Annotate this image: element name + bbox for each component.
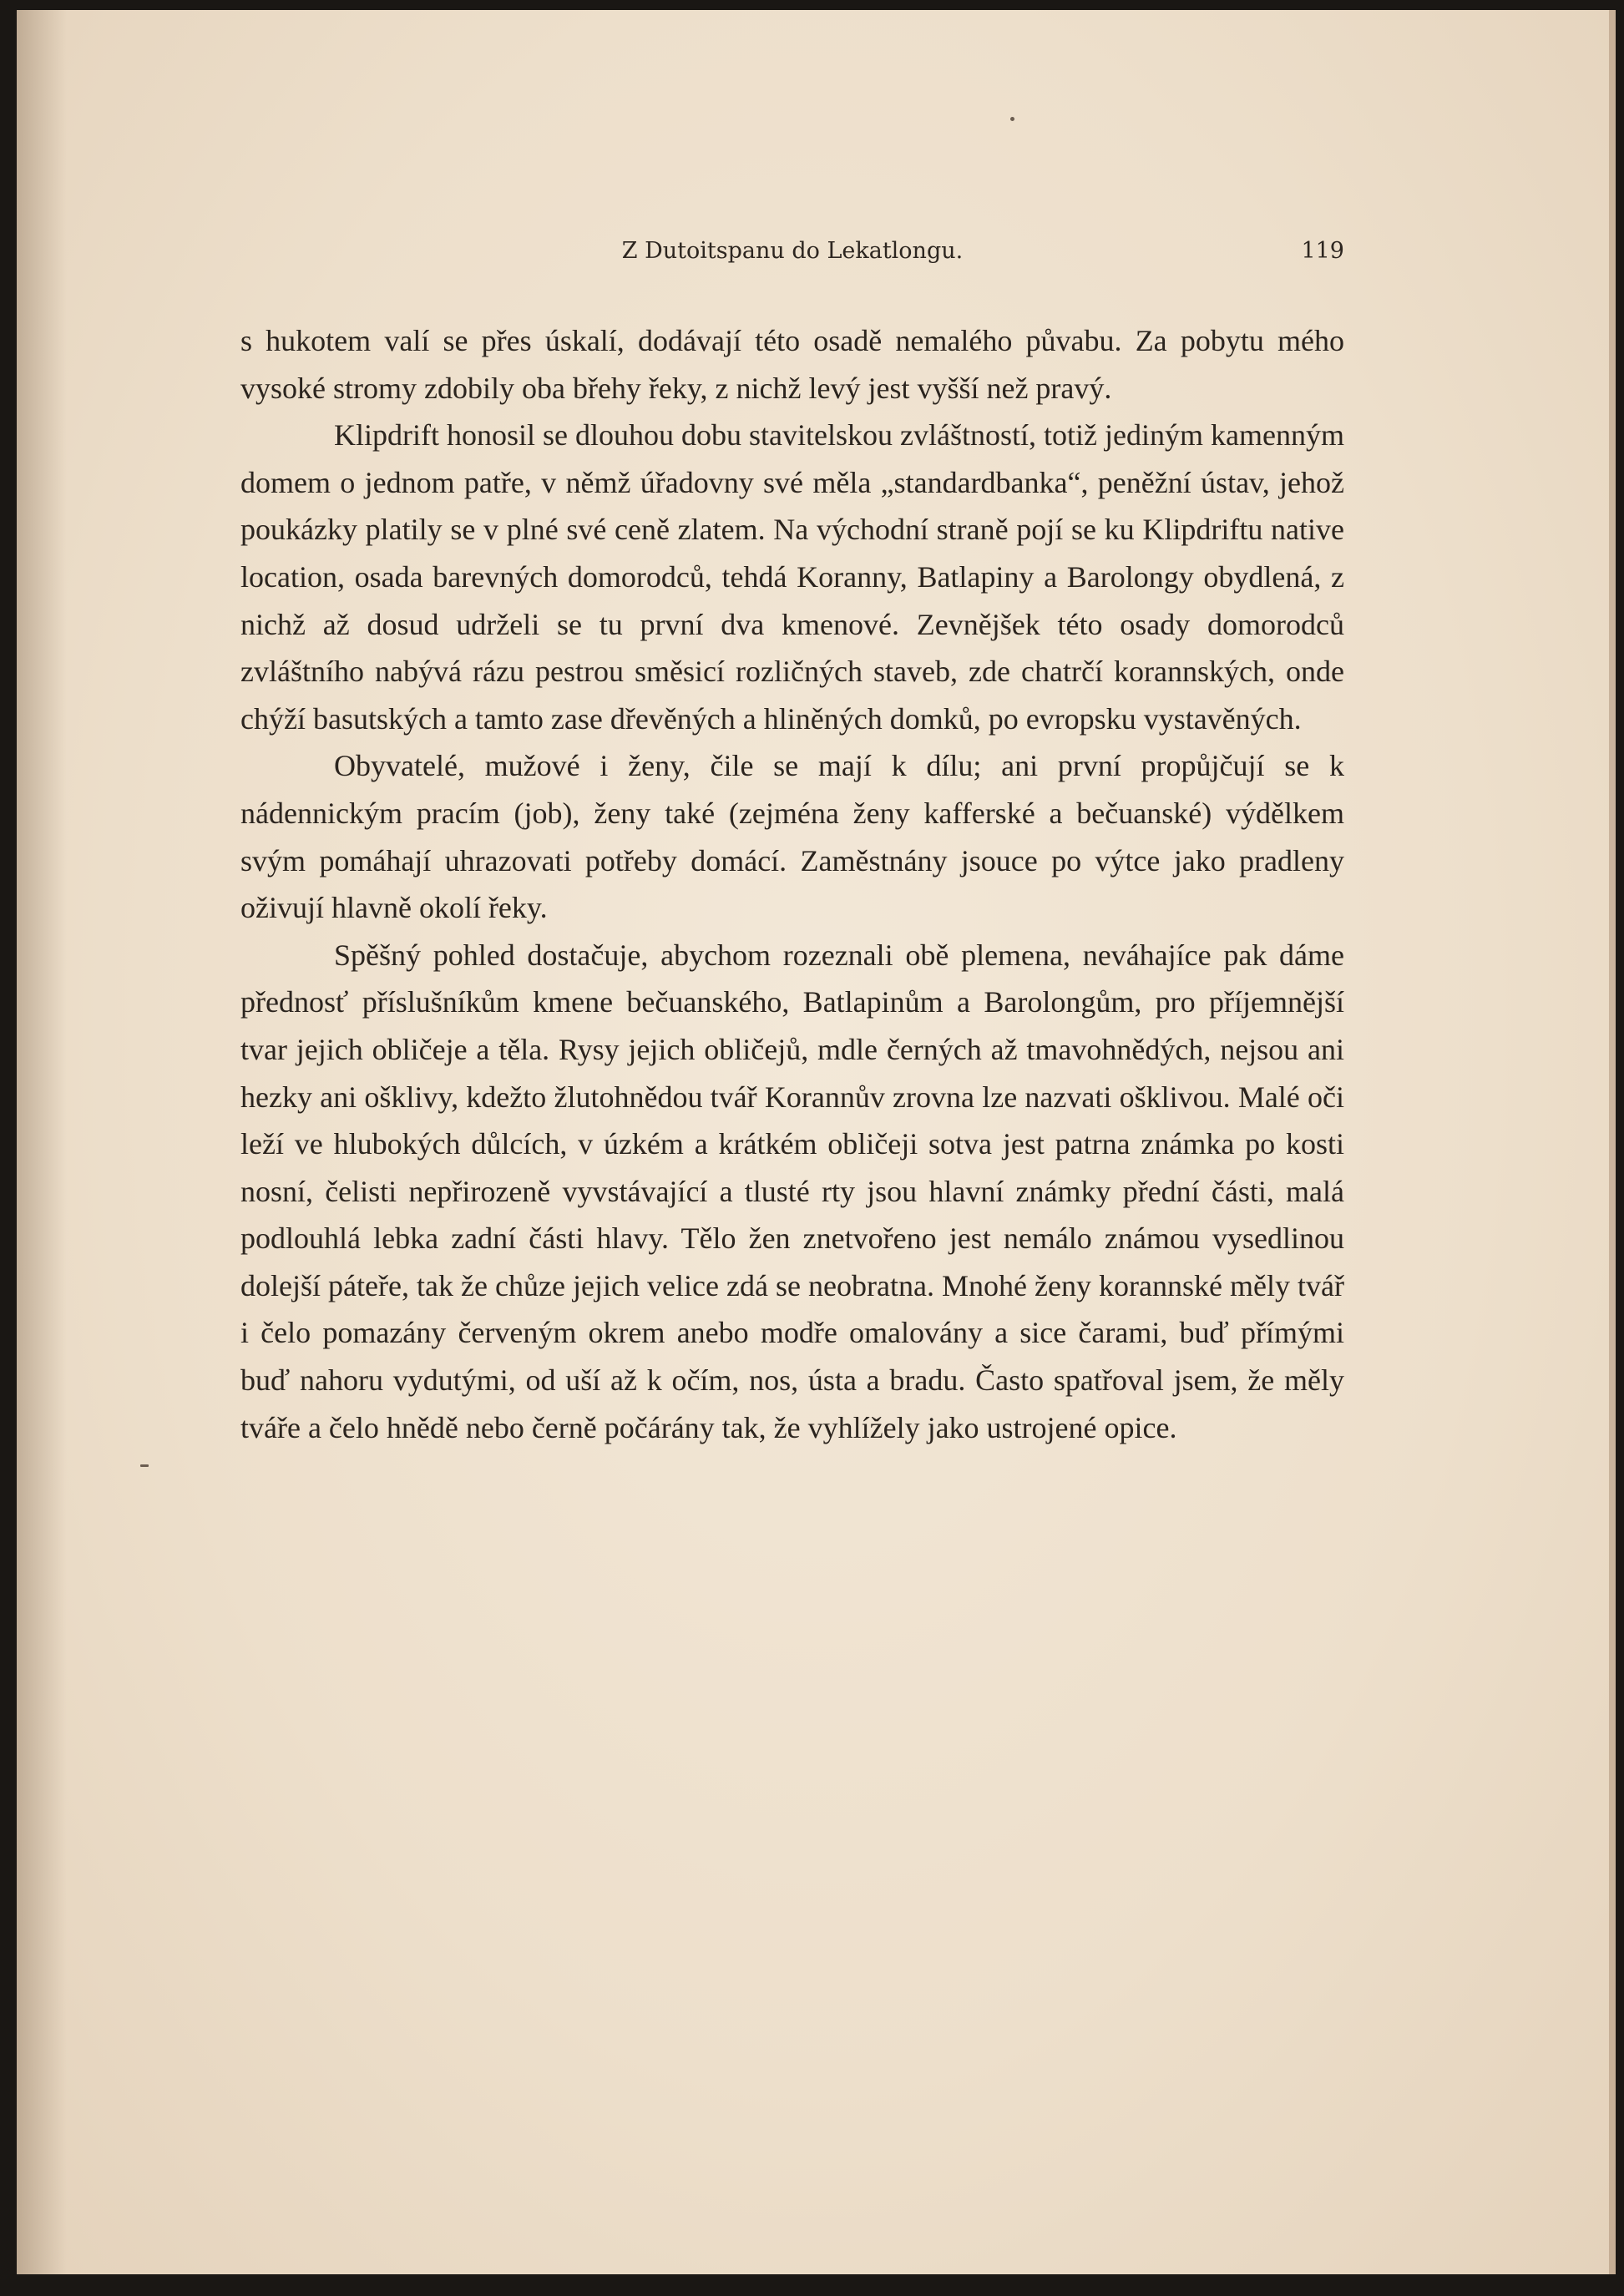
page-number: 119	[1301, 238, 1344, 264]
page-edge	[1609, 10, 1616, 2274]
body-text	[240, 317, 1344, 1451]
paper-speck	[140, 1464, 149, 1467]
running-title: Z Dutoitspanu do Lekatlongu.	[621, 238, 964, 264]
paragraph: Obyvatelé, mužové i ženy, čile se mají k dílu; ani první propůjčují se k nádennickým pracím (job), ženy také (zejména ženy kafferské a bečuanské) výdělkem svým pomáhají uhrazovati potřeby domácí. Zaměstnány jsouce po výtce jako pradleny oživují hlavně okolí řeky.	[240, 749, 1344, 925]
paragraph: s hukotem valí se přes úskalí, dodávají této osadě nemalého půvabu. Za pobytu mého vysoké stromy zdobily oba břehy řeky, z nichž levý jest vyšší než pravý.	[240, 324, 1344, 405]
paragraph: Klipdrift honosil se dlouhou dobu stavitelskou zvláštností, totiž jediným kamenným domem o jednom patře, v němž úřadovny své měla „standardbanka“, peněžní ústav, jehož poukázky platily se v plné své ceně zlatem. Na východní straně pojí se ku Klipdriftu native location, osada barevných domorodců, tehdá Koranny, Batlapiny a Barolongy obydlená, z nichž až dosud udrželi se tu první dva kmenové. Zevnějšek této osady domorodců zvláštního nabývá rázu pestrou směsicí rozličných staveb, zde chatrčí korannských, onde chýží basutských a tamto zase dřevěných a hliněných domků, po evropsku vystavěných.	[240, 418, 1344, 736]
paragraph: Spěšný pohled dostačuje, abychom rozeznali obě plemena, neváhajíce pak dáme přednosť příslušníkům kmene bečuanského, Batlapinům a Barolongům, pro příjemnější tvar jejich obličeje a těla. Rysy jejich obličejů, mdle černých až tmavohnědých, nejsou ani hezky ani ošklivy, kdežto žlutohnědou tvář Korannův zrovna lze nazvati ošklivou. Malé oči leží ve hlubokých důlcích, v úzkém a krátkém obličeji sotva jest patrna známka po kosti nosní, čelisti nepřirozeně vyvstávající a tlusté rty jsou hlavní známky přední části, malá podlouhlá lebka zadní části hlavy. Tělo žen znetvořeno jest nemálo známou vysedlinou dolejší páteře, tak že chůze jejich velice zdá se neobratna. Mnohé ženy korannské měly tvář i čelo pomazány červeným okrem anebo modře omalovány a sice čarami, buď přímými buď nahoru vydutými, od uší až k očím, nos, ústa a bradu. Často spatřoval jsem, že měly tváře a čelo hnědě nebo černě počárány tak, že vyhlížely jako ustrojené opice.	[240, 938, 1344, 1444]
paper-speck	[1010, 117, 1014, 121]
book-page	[17, 10, 1616, 2274]
running-header	[240, 238, 1344, 275]
spine-shadow	[17, 10, 67, 2274]
